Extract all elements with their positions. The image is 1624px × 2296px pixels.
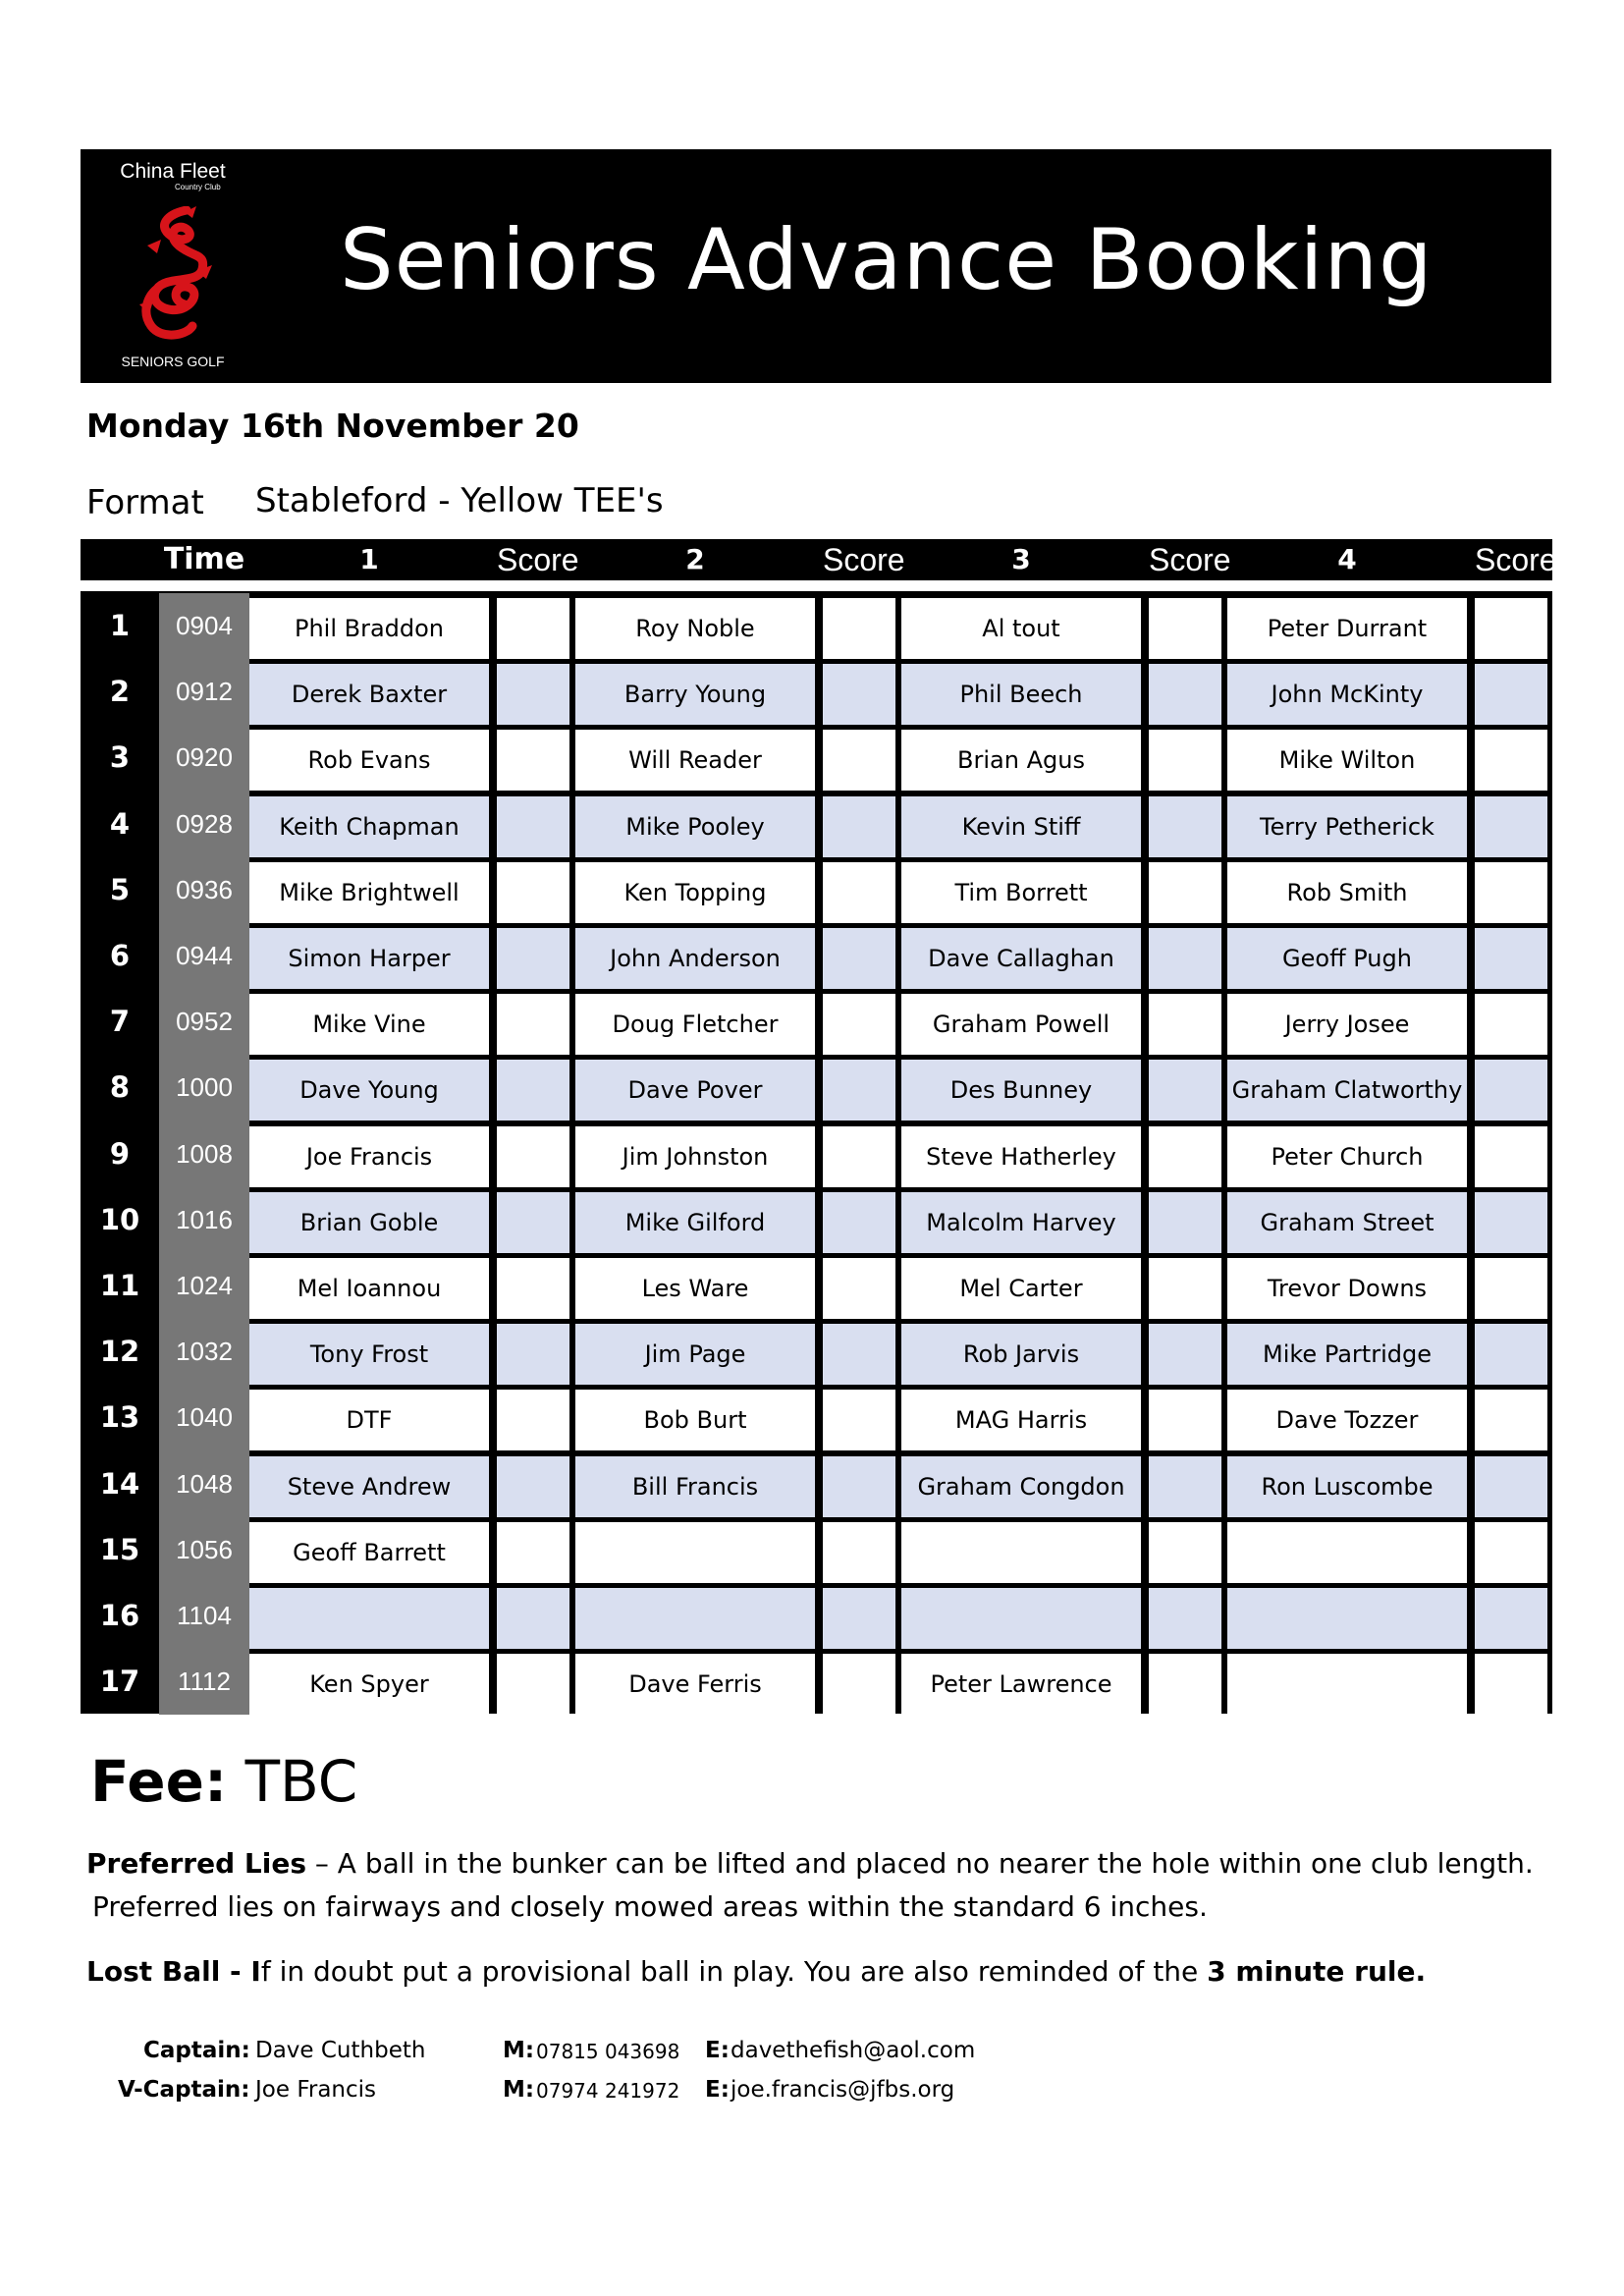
player-slot-group-2[interactable]: Dave Ferris bbox=[575, 1654, 815, 1715]
vice-captain-email-label: E: bbox=[705, 2077, 730, 2103]
player-slot-group-3[interactable]: Graham Congdon bbox=[901, 1456, 1141, 1517]
player-slot-group-2[interactable]: Mike Pooley bbox=[575, 796, 815, 857]
player-slot-group-1[interactable]: Mel Ioannou bbox=[249, 1258, 489, 1319]
header-banner bbox=[81, 149, 1551, 383]
player-slot-group-3[interactable] bbox=[901, 1522, 1141, 1583]
score-box-group-4[interactable] bbox=[1475, 1126, 1547, 1187]
score-box-group-1[interactable] bbox=[497, 1588, 569, 1649]
row-number: 5 bbox=[109, 872, 131, 906]
score-box-group-3[interactable] bbox=[1149, 1126, 1221, 1187]
format-label: Format bbox=[86, 483, 204, 522]
player-slot-group-2[interactable]: Mike Gilford bbox=[575, 1192, 815, 1253]
player-slot-group-3[interactable]: Mel Carter bbox=[901, 1258, 1141, 1319]
score-box-group-1[interactable] bbox=[497, 1060, 569, 1121]
table-row bbox=[81, 1055, 1552, 1121]
score-box-group-2[interactable] bbox=[823, 1390, 895, 1450]
row-number: 12 bbox=[99, 1335, 140, 1369]
table-row bbox=[81, 1319, 1552, 1385]
row-number: 11 bbox=[99, 1269, 140, 1302]
score-box-group-2[interactable] bbox=[823, 1588, 895, 1649]
player-slot-group-2[interactable]: John Anderson bbox=[575, 928, 815, 989]
event-date: Monday 16th November 20 bbox=[86, 407, 579, 445]
tee-time: 0936 bbox=[159, 857, 249, 923]
player-slot-group-3[interactable]: Malcolm Harvey bbox=[901, 1192, 1141, 1253]
score-box-group-2[interactable] bbox=[823, 1654, 895, 1715]
score-2-header: Score bbox=[823, 542, 905, 577]
tee-time: 1040 bbox=[159, 1385, 249, 1450]
player-slot-group-1[interactable]: Brian Goble bbox=[249, 1192, 489, 1253]
player-slot-group-1[interactable]: Dave Young bbox=[249, 1060, 489, 1121]
score-box-group-4[interactable] bbox=[1475, 862, 1547, 923]
score-box-group-3[interactable] bbox=[1149, 928, 1221, 989]
lost-ball-rule: 3 minute rule. bbox=[1207, 1955, 1427, 1988]
lost-ball-label: Lost Ball - I bbox=[86, 1955, 261, 1988]
player-slot-group-1[interactable]: Joe Francis bbox=[249, 1126, 489, 1187]
score-box-group-1[interactable] bbox=[497, 1126, 569, 1187]
lost-ball-text: f in doubt put a provisional ball in play. You are also reminded of the bbox=[260, 1955, 1208, 1988]
row-number: 7 bbox=[109, 1005, 131, 1039]
group-3-header: 3 bbox=[1011, 543, 1031, 575]
score-box-group-2[interactable] bbox=[823, 1324, 895, 1385]
tee-time: 1024 bbox=[159, 1253, 249, 1319]
player-slot-group-4[interactable]: Peter Durrant bbox=[1227, 598, 1467, 659]
table-row bbox=[81, 593, 1552, 659]
score-4-header: Score bbox=[1475, 542, 1557, 577]
row-number: 15 bbox=[99, 1532, 140, 1566]
score-box-group-4[interactable] bbox=[1475, 1456, 1547, 1517]
tee-time: 1112 bbox=[159, 1649, 249, 1715]
table-row bbox=[81, 1187, 1552, 1253]
player-slot-group-4[interactable]: Trevor Downs bbox=[1227, 1258, 1467, 1319]
row-number: 10 bbox=[99, 1202, 140, 1236]
page-title: Seniors Advance Booking bbox=[340, 211, 1434, 309]
player-slot-group-1[interactable]: Keith Chapman bbox=[249, 796, 489, 857]
player-slot-group-3[interactable] bbox=[901, 1588, 1141, 1649]
player-slot-group-4[interactable]: Rob Smith bbox=[1227, 862, 1467, 923]
vice-captain-mobile-label: M: bbox=[503, 2077, 535, 2103]
score-box-group-1[interactable] bbox=[497, 598, 569, 659]
player-slot-group-3[interactable]: MAG Harris bbox=[901, 1390, 1141, 1450]
score-box-group-2[interactable] bbox=[823, 862, 895, 923]
score-box-group-4[interactable] bbox=[1475, 1258, 1547, 1319]
row-number: 6 bbox=[109, 939, 131, 972]
captain-mobile: 07815 043698 bbox=[536, 2040, 680, 2063]
score-box-group-2[interactable] bbox=[823, 928, 895, 989]
score-box-group-3[interactable] bbox=[1149, 1324, 1221, 1385]
player-slot-group-1[interactable]: Ken Spyer bbox=[249, 1654, 489, 1715]
player-slot-group-3[interactable]: Rob Jarvis bbox=[901, 1324, 1141, 1385]
table-header bbox=[81, 539, 1557, 580]
player-slot-group-2[interactable] bbox=[575, 1588, 815, 1649]
row-number: 4 bbox=[109, 806, 131, 841]
player-slot-group-3[interactable]: Phil Beech bbox=[901, 664, 1141, 725]
captain-email-label: E: bbox=[705, 2038, 730, 2063]
player-slot-group-2[interactable]: Ken Topping bbox=[575, 862, 815, 923]
score-box-group-1[interactable] bbox=[497, 664, 569, 725]
captain-mobile-label: M: bbox=[503, 2038, 535, 2063]
time-column-header: Time bbox=[163, 542, 245, 576]
vice-captain-name: Joe Francis bbox=[255, 2077, 377, 2103]
player-slot-group-1[interactable]: Tony Frost bbox=[249, 1324, 489, 1385]
score-box-group-2[interactable] bbox=[823, 1192, 895, 1253]
score-box-group-3[interactable] bbox=[1149, 730, 1221, 791]
table-row bbox=[81, 1253, 1552, 1319]
player-slot-group-4[interactable] bbox=[1227, 1588, 1467, 1649]
table-row bbox=[81, 792, 1552, 857]
score-box-group-3[interactable] bbox=[1149, 1654, 1221, 1715]
tee-time: 1056 bbox=[159, 1517, 249, 1583]
preferred-lies-label: Preferred Lies bbox=[86, 1847, 306, 1880]
player-slot-group-1[interactable]: Mike Brightwell bbox=[249, 862, 489, 923]
tee-time: 1048 bbox=[159, 1451, 249, 1517]
preferred-lies-line1 bbox=[86, 1842, 1579, 1886]
player-slot-group-3[interactable]: Tim Borrett bbox=[901, 862, 1141, 923]
score-box-group-2[interactable] bbox=[823, 1258, 895, 1319]
table-row bbox=[81, 1517, 1552, 1583]
row-number: 3 bbox=[109, 740, 131, 775]
score-box-group-4[interactable] bbox=[1475, 1192, 1547, 1253]
group-1-header: 1 bbox=[359, 543, 379, 575]
table-row bbox=[81, 1583, 1552, 1649]
player-slot-group-3[interactable]: Graham Powell bbox=[901, 994, 1141, 1055]
row-number: 14 bbox=[99, 1466, 140, 1501]
score-box-group-3[interactable] bbox=[1149, 1192, 1221, 1253]
player-slot-group-4[interactable]: Geoff Pugh bbox=[1227, 928, 1467, 989]
score-box-group-3[interactable] bbox=[1149, 1522, 1221, 1583]
score-box-group-3[interactable] bbox=[1149, 664, 1221, 725]
player-slot-group-2[interactable]: Roy Noble bbox=[575, 598, 815, 659]
row-number: 9 bbox=[109, 1136, 131, 1171]
player-slot-group-4[interactable]: Peter Church bbox=[1227, 1126, 1467, 1187]
player-slot-group-2[interactable]: Dave Pover bbox=[575, 1060, 815, 1121]
logo-club-name: China Fleet bbox=[120, 160, 226, 183]
table-row bbox=[81, 725, 1552, 791]
table-row bbox=[81, 1451, 1552, 1517]
score-box-group-1[interactable] bbox=[497, 994, 569, 1055]
score-3-header: Score bbox=[1149, 542, 1231, 577]
tee-time: 0920 bbox=[159, 725, 249, 791]
table-row bbox=[81, 857, 1552, 923]
tee-time: 0928 bbox=[159, 792, 249, 857]
player-slot-group-3[interactable]: Kevin Stiff bbox=[901, 796, 1141, 857]
booking-table bbox=[81, 591, 1552, 1714]
player-slot-group-3[interactable]: Al tout bbox=[901, 598, 1141, 659]
tee-time: 0912 bbox=[159, 659, 249, 725]
player-slot-group-2[interactable]: Bob Burt bbox=[575, 1390, 815, 1450]
player-slot-group-3[interactable]: Peter Lawrence bbox=[901, 1654, 1141, 1715]
player-slot-group-1[interactable]: DTF bbox=[249, 1390, 489, 1450]
score-box-group-1[interactable] bbox=[497, 1258, 569, 1319]
player-slot-group-2[interactable]: Les Ware bbox=[575, 1258, 815, 1319]
tee-time: 0944 bbox=[159, 923, 249, 989]
score-box-group-1[interactable] bbox=[497, 1654, 569, 1715]
player-slot-group-1[interactable]: Mike Vine bbox=[249, 994, 489, 1055]
score-box-group-2[interactable] bbox=[823, 796, 895, 857]
tee-time: 1016 bbox=[159, 1187, 249, 1253]
score-box-group-4[interactable] bbox=[1475, 1390, 1547, 1450]
score-box-group-2[interactable] bbox=[823, 598, 895, 659]
table-row bbox=[81, 989, 1552, 1055]
score-box-group-2[interactable] bbox=[823, 1522, 895, 1583]
player-slot-group-4[interactable]: Dave Tozzer bbox=[1227, 1390, 1467, 1450]
player-slot-group-2[interactable]: Barry Young bbox=[575, 664, 815, 725]
score-box-group-3[interactable] bbox=[1149, 1390, 1221, 1450]
tee-time: 0952 bbox=[159, 989, 249, 1055]
player-slot-group-1[interactable]: Steve Andrew bbox=[249, 1456, 489, 1517]
row-number: 8 bbox=[109, 1070, 131, 1105]
preferred-lies-text: – A ball in the bunker can be lifted and placed no nearer the hole within one club length. bbox=[306, 1847, 1534, 1880]
tee-time: 0904 bbox=[159, 593, 249, 659]
score-box-group-4[interactable] bbox=[1475, 598, 1547, 659]
score-box-group-1[interactable] bbox=[497, 730, 569, 791]
logo-subtitle: Country Club bbox=[175, 183, 221, 191]
score-box-group-1[interactable] bbox=[497, 1324, 569, 1385]
tee-time: 1032 bbox=[159, 1319, 249, 1385]
score-box-group-4[interactable] bbox=[1475, 796, 1547, 857]
vice-captain-role: V-Captain: bbox=[118, 2077, 250, 2103]
fee-line bbox=[90, 1748, 357, 1815]
player-slot-group-2[interactable]: Jim Johnston bbox=[575, 1126, 815, 1187]
player-slot-group-2[interactable] bbox=[575, 1522, 815, 1583]
row-number: 13 bbox=[99, 1400, 140, 1435]
table-row bbox=[81, 1121, 1552, 1187]
preferred-lies-line2: Preferred lies on fairways and closely mowed areas within the standard 6 inches. bbox=[92, 1890, 1208, 1923]
lost-ball-line bbox=[86, 1950, 1579, 1994]
player-slot-group-1[interactable] bbox=[249, 1588, 489, 1649]
club-logo bbox=[96, 161, 249, 373]
score-box-group-2[interactable] bbox=[823, 730, 895, 791]
player-slot-group-1[interactable]: Geoff Barrett bbox=[249, 1522, 489, 1583]
player-slot-group-1[interactable]: Derek Baxter bbox=[249, 664, 489, 725]
score-box-group-3[interactable] bbox=[1149, 1588, 1221, 1649]
row-number: 16 bbox=[99, 1599, 140, 1632]
player-slot-group-4[interactable]: Terry Petherick bbox=[1227, 796, 1467, 857]
score-box-group-1[interactable] bbox=[497, 1522, 569, 1583]
row-number: 2 bbox=[109, 675, 131, 709]
score-box-group-4[interactable] bbox=[1475, 664, 1547, 725]
score-box-group-1[interactable] bbox=[497, 1192, 569, 1253]
player-slot-group-3[interactable]: Dave Callaghan bbox=[901, 928, 1141, 989]
player-slot-group-4[interactable]: Ron Luscombe bbox=[1227, 1456, 1467, 1517]
logo-tagline: SENIORS GOLF bbox=[121, 354, 225, 369]
captain-name: Dave Cuthbeth bbox=[255, 2038, 426, 2063]
score-box-group-4[interactable] bbox=[1475, 1654, 1547, 1715]
score-box-group-3[interactable] bbox=[1149, 598, 1221, 659]
tee-time: 1008 bbox=[159, 1121, 249, 1187]
score-box-group-4[interactable] bbox=[1475, 1522, 1547, 1583]
score-box-group-3[interactable] bbox=[1149, 796, 1221, 857]
tee-time: 1104 bbox=[159, 1583, 249, 1649]
table-row bbox=[81, 1649, 1552, 1715]
player-slot-group-4[interactable]: Graham Street bbox=[1227, 1192, 1467, 1253]
group-4-header: 4 bbox=[1337, 543, 1357, 575]
dragon-icon bbox=[128, 206, 218, 344]
vice-captain-mobile: 07974 241972 bbox=[536, 2079, 680, 2103]
captain-role: Captain: bbox=[143, 2038, 250, 2063]
score-box-group-1[interactable] bbox=[497, 928, 569, 989]
score-box-group-2[interactable] bbox=[823, 994, 895, 1055]
player-slot-group-2[interactable]: Will Reader bbox=[575, 730, 815, 791]
player-slot-group-3[interactable]: Brian Agus bbox=[901, 730, 1141, 791]
tee-time: 1000 bbox=[159, 1055, 249, 1121]
fee-value: TBC bbox=[244, 1748, 358, 1815]
vice-captain-email[interactable]: joe.francis@jfbs.org bbox=[731, 2077, 955, 2103]
score-1-header: Score bbox=[497, 542, 579, 577]
score-box-group-4[interactable] bbox=[1475, 1588, 1547, 1649]
score-box-group-1[interactable] bbox=[497, 862, 569, 923]
score-box-group-4[interactable] bbox=[1475, 994, 1547, 1055]
score-box-group-1[interactable] bbox=[497, 796, 569, 857]
player-slot-group-2[interactable]: Doug Fletcher bbox=[575, 994, 815, 1055]
player-slot-group-4[interactable]: Mike Partridge bbox=[1227, 1324, 1467, 1385]
score-box-group-3[interactable] bbox=[1149, 1258, 1221, 1319]
group-2-header: 2 bbox=[685, 543, 705, 575]
score-box-group-3[interactable] bbox=[1149, 994, 1221, 1055]
score-box-group-2[interactable] bbox=[823, 664, 895, 725]
player-slot-group-1[interactable]: Phil Braddon bbox=[249, 598, 489, 659]
score-box-group-2[interactable] bbox=[823, 1456, 895, 1517]
row-number: 17 bbox=[99, 1665, 140, 1699]
player-slot-group-2[interactable]: Jim Page bbox=[575, 1324, 815, 1385]
score-box-group-1[interactable] bbox=[497, 1390, 569, 1450]
score-box-group-2[interactable] bbox=[823, 1060, 895, 1121]
score-box-group-4[interactable] bbox=[1475, 730, 1547, 791]
player-slot-group-4[interactable]: John McKinty bbox=[1227, 664, 1467, 725]
format-value: Stableford - Yellow TEE's bbox=[255, 481, 664, 520]
score-box-group-3[interactable] bbox=[1149, 1456, 1221, 1517]
player-slot-group-4[interactable]: Mike Wilton bbox=[1227, 730, 1467, 791]
player-slot-group-3[interactable]: Des Bunney bbox=[901, 1060, 1141, 1121]
score-box-group-4[interactable] bbox=[1475, 1324, 1547, 1385]
score-box-group-4[interactable] bbox=[1475, 928, 1547, 989]
player-slot-group-4[interactable] bbox=[1227, 1522, 1467, 1583]
player-slot-group-3[interactable]: Steve Hatherley bbox=[901, 1126, 1141, 1187]
score-box-group-1[interactable] bbox=[497, 1456, 569, 1517]
table-row bbox=[81, 1385, 1552, 1450]
score-box-group-3[interactable] bbox=[1149, 862, 1221, 923]
table-row bbox=[81, 659, 1552, 725]
score-box-group-3[interactable] bbox=[1149, 1060, 1221, 1121]
player-slot-group-4[interactable] bbox=[1227, 1654, 1467, 1715]
player-slot-group-4[interactable]: Jerry Josee bbox=[1227, 994, 1467, 1055]
table-row bbox=[81, 923, 1552, 989]
player-slot-group-1[interactable]: Rob Evans bbox=[249, 730, 489, 791]
fee-label: Fee: bbox=[90, 1748, 228, 1815]
score-box-group-2[interactable] bbox=[823, 1126, 895, 1187]
player-slot-group-1[interactable]: Simon Harper bbox=[249, 928, 489, 989]
player-slot-group-2[interactable]: Bill Francis bbox=[575, 1456, 815, 1517]
captain-email[interactable]: davethefish@aol.com bbox=[731, 2038, 976, 2063]
score-box-group-4[interactable] bbox=[1475, 1060, 1547, 1121]
row-number: 1 bbox=[109, 609, 131, 642]
player-slot-group-4[interactable]: Graham Clatworthy bbox=[1227, 1060, 1467, 1121]
